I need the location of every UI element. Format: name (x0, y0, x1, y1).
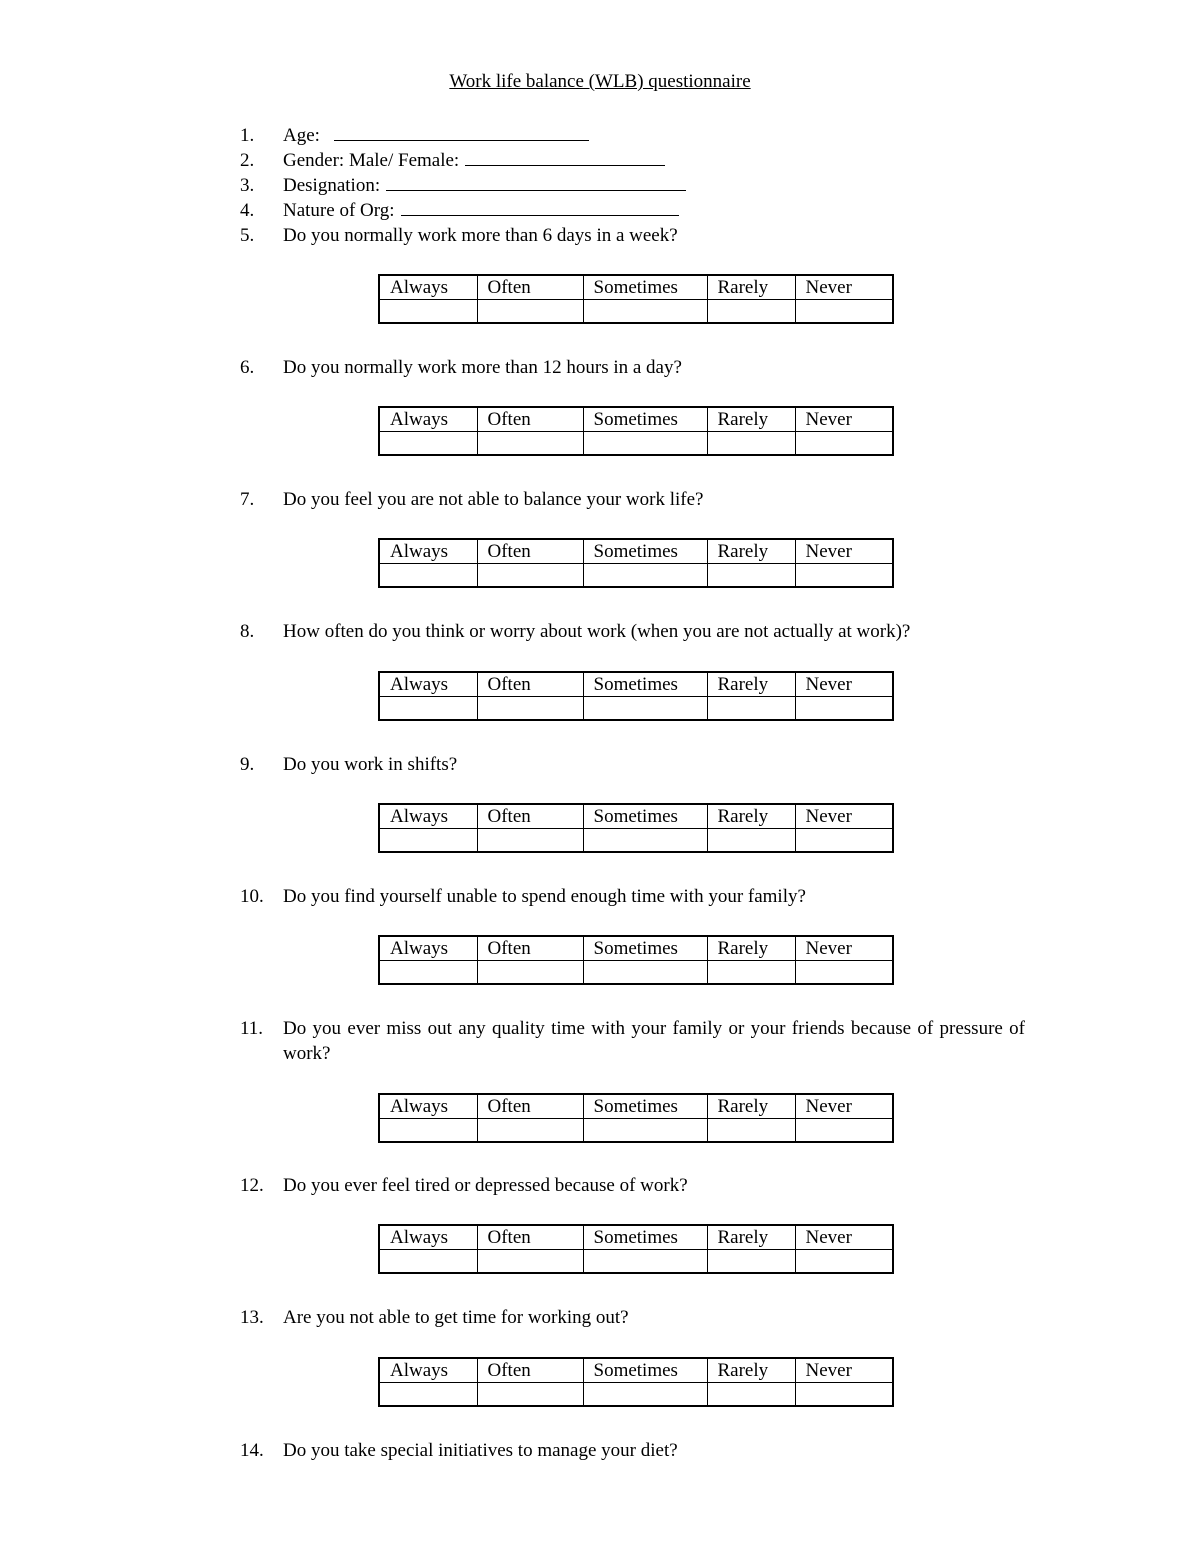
option-always: Always (379, 672, 477, 697)
option-never: Never (795, 1094, 893, 1119)
answer-cell[interactable] (583, 1250, 707, 1274)
option-rarely: Rarely (707, 539, 795, 564)
answer-cell[interactable] (379, 697, 477, 721)
question-number: 13. (240, 1307, 264, 1328)
answer-cell[interactable] (583, 961, 707, 985)
option-always: Always (379, 804, 477, 829)
option-sometimes: Sometimes (583, 1358, 707, 1383)
option-always: Always (379, 1225, 477, 1250)
option-always: Always (379, 275, 477, 300)
response-table (378, 1224, 894, 1274)
option-sometimes: Sometimes (583, 275, 707, 300)
answer-cell[interactable] (477, 564, 583, 588)
option-often: Often (477, 936, 583, 961)
option-sometimes: Sometimes (583, 804, 707, 829)
option-sometimes: Sometimes (583, 407, 707, 432)
gender-field[interactable] (465, 148, 665, 166)
age-field[interactable] (334, 123, 589, 141)
answer-cell[interactable] (379, 1119, 477, 1143)
answer-cell[interactable] (477, 1383, 583, 1407)
question-number: 9. (240, 754, 255, 775)
answer-cell[interactable] (707, 1250, 795, 1274)
answer-cell[interactable] (795, 1119, 893, 1143)
option-always: Always (379, 407, 477, 432)
option-never: Never (795, 672, 893, 697)
response-table (378, 274, 894, 324)
question-text: Do you ever feel tired or depressed because of work? (283, 1175, 688, 1196)
question-text: Are you not able to get time for working out? (283, 1307, 629, 1328)
option-sometimes: Sometimes (583, 672, 707, 697)
option-often: Often (477, 407, 583, 432)
option-often: Often (477, 804, 583, 829)
option-always: Always (379, 1094, 477, 1119)
response-table (378, 671, 894, 721)
option-rarely: Rarely (707, 1225, 795, 1250)
answer-cell[interactable] (583, 1383, 707, 1407)
question-number: 6. (240, 357, 255, 378)
answer-cell[interactable] (795, 1383, 893, 1407)
option-always: Always (379, 936, 477, 961)
question-text: Designation: (283, 175, 381, 196)
question-number: 1. (240, 125, 255, 146)
option-always: Always (379, 1358, 477, 1383)
option-never: Never (795, 936, 893, 961)
question-number: 5. (240, 225, 255, 246)
answer-cell[interactable] (477, 829, 583, 853)
answer-cell[interactable] (477, 697, 583, 721)
answer-cell[interactable] (795, 300, 893, 324)
answer-cell[interactable] (583, 697, 707, 721)
question-text: How often do you think or worry about work (when you are not actually at work)? (283, 621, 911, 642)
question-text: Do you take special initiatives to manage your diet? (283, 1440, 678, 1461)
response-table (378, 803, 894, 853)
answer-cell[interactable] (707, 961, 795, 985)
answer-cell[interactable] (379, 961, 477, 985)
question-number: 8. (240, 621, 255, 642)
answer-cell[interactable] (707, 300, 795, 324)
answer-cell[interactable] (707, 564, 795, 588)
answer-cell[interactable] (477, 432, 583, 456)
answer-cell[interactable] (583, 432, 707, 456)
question-number: 4. (240, 200, 255, 221)
question-text: Gender: Male/ Female: (283, 150, 460, 171)
option-rarely: Rarely (707, 1094, 795, 1119)
answer-cell[interactable] (379, 829, 477, 853)
option-never: Never (795, 804, 893, 829)
option-rarely: Rarely (707, 804, 795, 829)
option-rarely: Rarely (707, 1358, 795, 1383)
page-title: Work life balance (WLB) questionnaire (449, 71, 751, 92)
answer-cell[interactable] (795, 432, 893, 456)
answer-cell[interactable] (795, 829, 893, 853)
answer-cell[interactable] (707, 1383, 795, 1407)
option-often: Often (477, 672, 583, 697)
option-sometimes: Sometimes (583, 1094, 707, 1119)
question-text: Nature of Org: (283, 200, 395, 221)
designation-field[interactable] (386, 173, 686, 191)
answer-cell[interactable] (583, 300, 707, 324)
answer-cell[interactable] (477, 961, 583, 985)
question-number: 10. (240, 886, 264, 907)
question-number: 3. (240, 175, 255, 196)
option-rarely: Rarely (707, 275, 795, 300)
answer-cell[interactable] (707, 697, 795, 721)
answer-cell[interactable] (477, 300, 583, 324)
question-text: Do you work in shifts? (283, 754, 458, 775)
option-always: Always (379, 539, 477, 564)
response-table (378, 406, 894, 456)
response-table (378, 538, 894, 588)
answer-cell[interactable] (379, 1250, 477, 1274)
question-text: Do you find yourself unable to spend enough time with your family? (283, 886, 806, 907)
option-never: Never (795, 1358, 893, 1383)
answer-cell[interactable] (583, 564, 707, 588)
question-number: 7. (240, 489, 255, 510)
question-number: 2. (240, 150, 255, 171)
answer-cell[interactable] (795, 961, 893, 985)
answer-cell[interactable] (379, 432, 477, 456)
question-number: 12. (240, 1175, 264, 1196)
answer-cell[interactable] (477, 1250, 583, 1274)
option-often: Often (477, 1094, 583, 1119)
question-number: 14. (240, 1440, 264, 1461)
answer-cell[interactable] (707, 432, 795, 456)
option-often: Often (477, 1225, 583, 1250)
question-text: Age: (283, 125, 320, 146)
answer-cell[interactable] (795, 564, 893, 588)
question-text: Do you normally work more than 6 days in a week? (283, 225, 678, 246)
answer-cell[interactable] (477, 1119, 583, 1143)
option-never: Never (795, 407, 893, 432)
answer-cell[interactable] (379, 564, 477, 588)
question-text: Do you normally work more than 12 hours in a day? (283, 357, 682, 378)
option-sometimes: Sometimes (583, 539, 707, 564)
option-rarely: Rarely (707, 407, 795, 432)
response-table (378, 1357, 894, 1407)
option-often: Often (477, 275, 583, 300)
answer-cell[interactable] (583, 829, 707, 853)
answer-cell[interactable] (707, 1119, 795, 1143)
question-text: Do you ever miss out any quality time with your family or your friends because of pressure of work? (283, 1018, 1025, 1064)
option-sometimes: Sometimes (583, 1225, 707, 1250)
option-never: Never (795, 1225, 893, 1250)
question-number: 11. (240, 1018, 264, 1039)
option-often: Often (477, 1358, 583, 1383)
option-never: Never (795, 539, 893, 564)
response-table (378, 935, 894, 985)
option-rarely: Rarely (707, 936, 795, 961)
answer-cell[interactable] (795, 1250, 893, 1274)
option-sometimes: Sometimes (583, 936, 707, 961)
question-text: Do you feel you are not able to balance your work life? (283, 489, 704, 510)
option-rarely: Rarely (707, 672, 795, 697)
answer-cell[interactable] (707, 829, 795, 853)
option-often: Often (477, 539, 583, 564)
response-table (378, 1093, 894, 1143)
option-never: Never (795, 275, 893, 300)
answer-cell[interactable] (795, 697, 893, 721)
nature-of-org-field[interactable] (401, 198, 679, 216)
answer-cell[interactable] (379, 1383, 477, 1407)
answer-cell[interactable] (583, 1119, 707, 1143)
answer-cell[interactable] (379, 300, 477, 324)
